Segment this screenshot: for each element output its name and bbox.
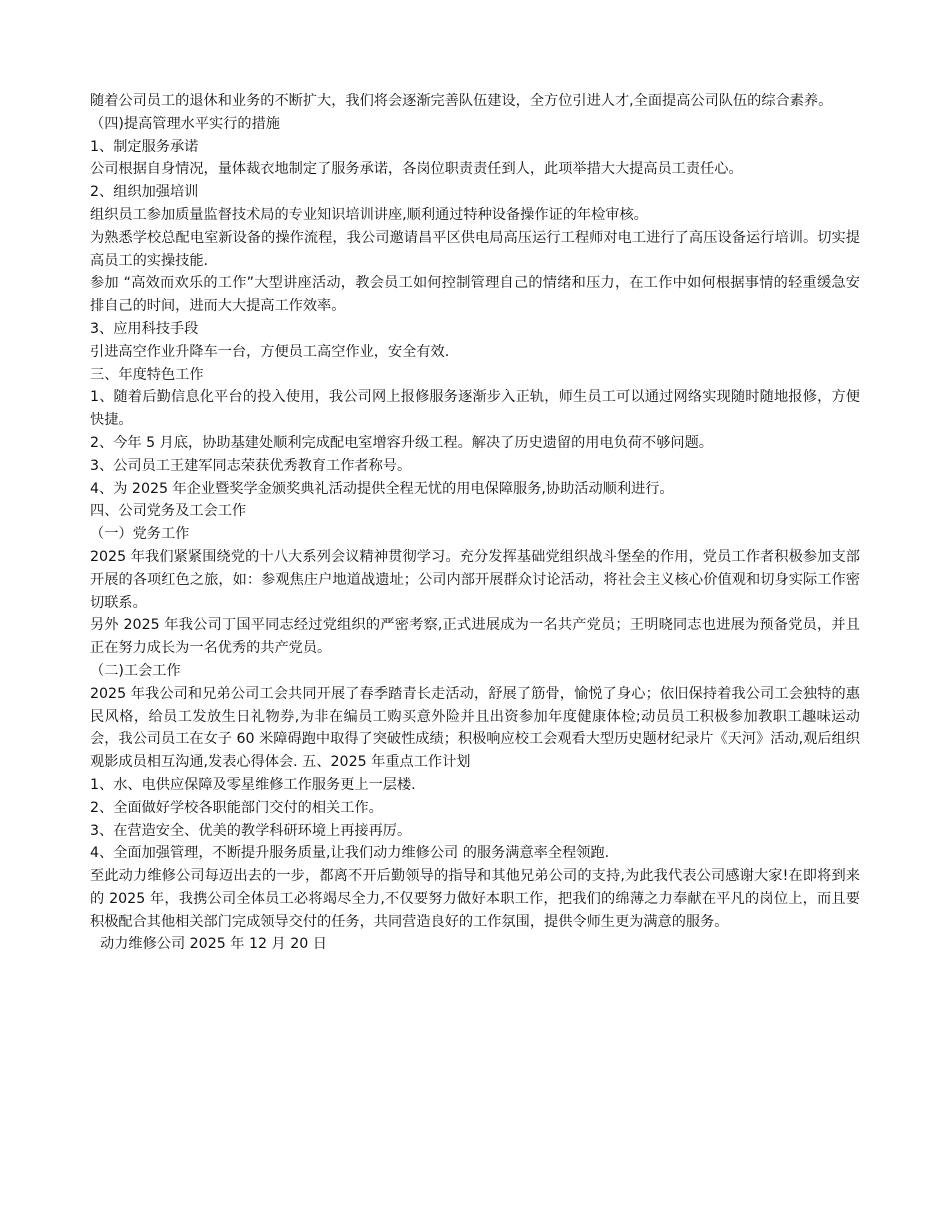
list-item-special-2: 2、今年 5 月底，协助基建处顺利完成配电室增容升级工程。解决了历史遗留的用电负荷不够问题。 <box>90 434 713 451</box>
paragraph-intro: 随着公司员工的退休和业务的不断扩大，我们将会逐渐完善队伍建设，全方位引进人才,全面提高公司队伍的综合素养。 <box>90 93 833 109</box>
list-item-plan-3: 3、在营造安全、优美的教学科研环境上再接再厉。 <box>90 822 412 839</box>
paragraph-training-1: 组织员工参加质量监督技术局的专业知识培训讲座,顺利通过特种设备操作证的年检审核。 <box>90 206 648 223</box>
paragraph-closing: 至此动力维修公司每迈出去的一步，都离不开后勤领导的指导和其他兄弟公司的支持,为此我代表公司感谢大家!在即将到来的 2025 年，我携公司全体员工必将竭尽全力,不仅要努力做好本职工作，把我们的绵薄之力奉献在平凡的岗位上，而且要积极配合其他相关部门完成领导交付的任务，共同营造良好的工作氛围，提供令师生更为满意的服务。 <box>90 868 860 930</box>
list-item-plan-4: 4、全面加强管理，不断提升服务质量,让我们动力维修公司 的服务满意率全程领跑. <box>90 845 610 862</box>
paragraph-party-work-2: 另外 2025 年我公司丁国平同志经过党组织的严密考察,正式进展成为一名共产党员；王明晓同志也进展为预备党员，并且正在努力成长为一名优秀的共产党员。 <box>90 617 860 657</box>
subheading-training: 2、组织加强培训 <box>90 184 199 201</box>
subheading-service-commitment: 1、制定服务承诺 <box>90 138 199 155</box>
list-item-special-1: 1、随着后勤信息化平台的投入使用，我公司网上报修服务逐渐步入正轨，师生员工可以通过网络实现随时随地报修，方便快捷。 <box>90 389 860 429</box>
subheading-technology: 3、应用科技手段 <box>90 320 199 337</box>
list-item-plan-1: 1、水、电供应保障及零星维修工作服务更上一层楼. <box>90 776 416 793</box>
document-page <box>90 90 860 956</box>
signature-line: 动力维修公司 2025 年 12 月 20 日 <box>100 936 327 953</box>
list-item-special-3: 3、公司员工王建军同志荣获优秀教育工作者称号。 <box>90 457 412 474</box>
section-heading-special-work: 三、年度特色工作 <box>90 366 204 383</box>
paragraph-technology: 引进高空作业升降车一台，方便员工高空作业，安全有效. <box>90 343 450 360</box>
section-heading-party-union: 四、公司党务及工会工作 <box>90 503 247 520</box>
list-item-plan-2: 2、全面做好学校各职能部门交付的相关工作。 <box>90 799 383 816</box>
paragraph-service-commitment: 公司根据自身情况，量体裁衣地制定了服务承诺，各岗位职责责任到人，此项举措大大提高员工责任心。 <box>90 161 743 178</box>
paragraph-party-work-1: 2025 年我们紧紧围绕党的十八大系列会议精神贯彻学习。充分发挥基础党组织战斗堡垒的作用，党员工作者积极参加支部开展的各项红色之旅，如：参观焦庄户地道战遗址；公司内部开展群众讨论活动，将社会主义核心价值观和切身实际工作密切联系。 <box>90 548 860 611</box>
paragraph-union-work: 2025 年我公司和兄弟公司工会共同开展了春季踏青长走活动，舒展了筋骨，愉悦了身心；依旧保持着我公司工会独特的惠民风格，给员工发放生日礼物券,为非在编员工购买意外险并且出资参加年度健康体检;动员员工积极参加教职工趣味运动会，我公司员工在女子 60 米障碍跑中取得了突破性成绩；积极响应校工会观看大型历史题材纪录片《天河》活动,观后组织观影成员相互沟通,发表心得体会. 五、2025 年重点工作计划 <box>90 685 860 771</box>
list-item-special-4: 4、为 2025 年企业暨奖学金颁奖典礼活动提供全程无忧的用电保障服务,协助活动顺利进行。 <box>90 480 674 497</box>
subheading-party-work: （一）党务工作 <box>90 526 190 543</box>
paragraph-training-2: 为熟悉学校总配电室新设备的操作流程，我公司邀请昌平区供电局高压运行工程师对电工进行了高压设备运行培训。切实提高员工的实操技能. <box>90 229 860 269</box>
paragraph-training-3: 参加 “高效而欢乐的工作”大型讲座活动，教会员工如何控制管理自己的情绪和压力，在工作中如何根据事情的轻重缓急安排自己的时间，进而大大提高工作效率。 <box>90 275 860 315</box>
section-heading-management: （四)提高管理水平实行的措施 <box>90 115 280 132</box>
subheading-union-work: （二)工会工作 <box>90 662 181 679</box>
